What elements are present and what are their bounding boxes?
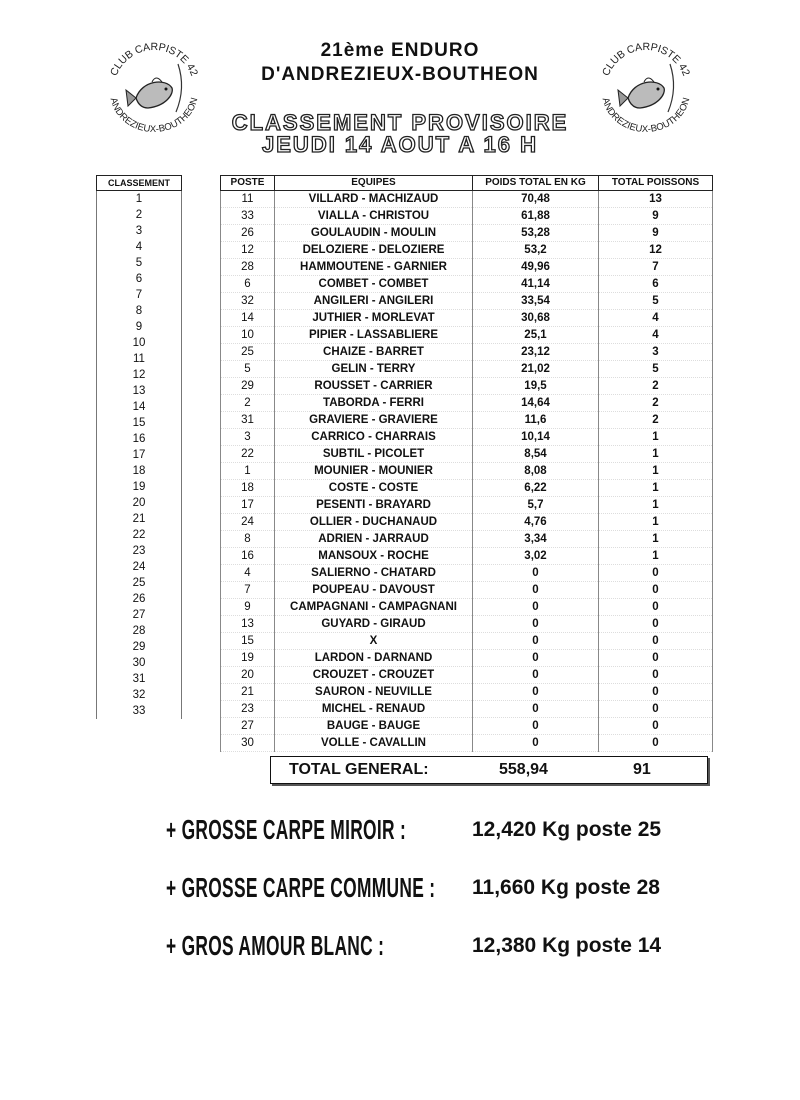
rank-cell: 25 — [132, 577, 146, 589]
rank-cell: 18 — [132, 465, 146, 477]
rank-header: CLASSEMENT — [96, 175, 182, 191]
equipe-cell: VIALLA - CHRISTOU — [275, 208, 473, 225]
poste-cell: 13 — [221, 616, 275, 633]
ranking-subtitle: CLASSEMENT PROVISOIRE — [231, 110, 569, 135]
rank-cell: 7 — [135, 289, 143, 301]
poids-cell: 0 — [473, 616, 599, 633]
equipe-cell: SUBTIL - PICOLET — [275, 446, 473, 463]
rank-cell: 32 — [132, 689, 146, 701]
equipe-cell: ROUSSET - CARRIER — [275, 378, 473, 395]
poids-cell: 3,34 — [473, 531, 599, 548]
award-label-commune: + GROSSE CARPE COMMUNE : — [166, 872, 436, 903]
equipe-cell: ADRIEN - JARRAUD — [275, 531, 473, 548]
table-row — [221, 735, 713, 752]
rank-cell: 15 — [132, 417, 146, 429]
equipe-cell: POUPEAU - DAVOUST — [275, 582, 473, 599]
svg-text:ANDREZIEUX-BOUTHEON: ANDREZIEUX-BOUTHEON — [107, 96, 201, 136]
poste-cell: 19 — [221, 650, 275, 667]
rank-cell: 28 — [132, 625, 146, 637]
rank-cell: 26 — [132, 593, 146, 605]
header-poste: POSTE — [221, 176, 275, 191]
table-row — [221, 667, 713, 684]
poste-cell: 24 — [221, 514, 275, 531]
header-poissons: TOTAL POISSONS — [599, 176, 713, 191]
table-row — [221, 344, 713, 361]
rank-cell: 22 — [132, 529, 146, 541]
poste-cell: 1 — [221, 463, 275, 480]
poissons-cell: 0 — [599, 616, 713, 633]
poste-cell: 16 — [221, 548, 275, 565]
equipe-cell: MANSOUX - ROCHE — [275, 548, 473, 565]
equipe-cell: CHAIZE - BARRET — [275, 344, 473, 361]
table-row — [221, 446, 713, 463]
poids-cell: 6,22 — [473, 480, 599, 497]
poids-cell: 0 — [473, 684, 599, 701]
table-row — [221, 378, 713, 395]
equipe-cell: DELOZIERE - DELOZIERE — [275, 242, 473, 259]
poissons-cell: 3 — [599, 344, 713, 361]
poissons-cell: 1 — [599, 514, 713, 531]
poids-cell: 53,2 — [473, 242, 599, 259]
rank-cell: 27 — [132, 609, 146, 621]
rank-cell: 3 — [135, 225, 143, 237]
equipe-cell: SALIERNO - CHATARD — [275, 565, 473, 582]
table-row — [221, 191, 713, 208]
equipe-cell: ANGILERI - ANGILERI — [275, 293, 473, 310]
poissons-cell: 0 — [599, 667, 713, 684]
poste-cell: 4 — [221, 565, 275, 582]
poissons-cell: 1 — [599, 463, 713, 480]
event-location: D'ANDREZIEUX-BOUTHEON — [261, 64, 539, 85]
table-row — [221, 225, 713, 242]
equipe-cell: COSTE - COSTE — [275, 480, 473, 497]
event-title: 21ème ENDURO — [320, 40, 480, 61]
poissons-cell: 2 — [599, 412, 713, 429]
equipe-cell: VOLLE - CAVALLIN — [275, 735, 473, 752]
table-row — [221, 565, 713, 582]
header-poids: POIDS TOTAL EN KG — [473, 176, 599, 191]
table-row — [221, 327, 713, 344]
poste-cell: 26 — [221, 225, 275, 242]
poids-cell: 11,6 — [473, 412, 599, 429]
poissons-cell: 9 — [599, 208, 713, 225]
table-row — [221, 276, 713, 293]
table-row — [221, 616, 713, 633]
rank-cell: 16 — [132, 433, 146, 445]
poste-cell: 30 — [221, 735, 275, 752]
award-label-miroir: + GROSSE CARPE MIROIR : — [166, 814, 407, 845]
poissons-cell: 2 — [599, 395, 713, 412]
rank-cell: 29 — [132, 641, 146, 653]
poids-cell: 0 — [473, 565, 599, 582]
table-row — [221, 361, 713, 378]
rank-cell: 10 — [132, 337, 146, 349]
rank-cell: 20 — [132, 497, 146, 509]
table-row — [221, 497, 713, 514]
poste-cell: 21 — [221, 684, 275, 701]
equipe-cell: CARRICO - CHARRAIS — [275, 429, 473, 446]
poids-cell: 33,54 — [473, 293, 599, 310]
poids-cell: 0 — [473, 650, 599, 667]
equipe-cell: GRAVIERE - GRAVIERE — [275, 412, 473, 429]
table-row — [221, 582, 713, 599]
poissons-cell: 5 — [599, 293, 713, 310]
rank-cell: 33 — [132, 705, 146, 717]
total-label: TOTAL GENERAL: — [289, 761, 429, 778]
poissons-cell: 0 — [599, 582, 713, 599]
poste-cell: 20 — [221, 667, 275, 684]
rank-cell: 31 — [132, 673, 146, 685]
rank-cell: 1 — [135, 193, 143, 205]
poissons-cell: 1 — [599, 429, 713, 446]
poissons-cell: 6 — [599, 276, 713, 293]
table-row — [221, 633, 713, 650]
table-row — [221, 684, 713, 701]
poissons-cell: 0 — [599, 599, 713, 616]
rank-cell: 4 — [135, 241, 143, 253]
poids-cell: 53,28 — [473, 225, 599, 242]
equipe-cell: SAURON - NEUVILLE — [275, 684, 473, 701]
poissons-cell: 7 — [599, 259, 713, 276]
poste-cell: 25 — [221, 344, 275, 361]
poids-cell: 21,02 — [473, 361, 599, 378]
table-row — [221, 293, 713, 310]
rank-cell: 11 — [133, 353, 145, 365]
poids-cell: 5,7 — [473, 497, 599, 514]
equipe-cell: GUYARD - GIRAUD — [275, 616, 473, 633]
poissons-cell: 1 — [599, 531, 713, 548]
award-value-amour: 12,380 Kg poste 14 — [472, 934, 662, 957]
svg-text:CLUB CARPISTE 42: CLUB CARPISTE 42 — [107, 40, 201, 78]
equipe-cell: PESENTI - BRAYARD — [275, 497, 473, 514]
table-row — [221, 395, 713, 412]
poissons-cell: 0 — [599, 718, 713, 735]
poissons-cell: 12 — [599, 242, 713, 259]
equipe-cell: BAUGE - BAUGE — [275, 718, 473, 735]
table-row — [221, 259, 713, 276]
poids-cell: 0 — [473, 701, 599, 718]
poids-cell: 0 — [473, 735, 599, 752]
rank-cell: 19 — [132, 481, 146, 493]
poste-cell: 12 — [221, 242, 275, 259]
rank-cell: 2 — [135, 209, 143, 221]
rank-cell: 8 — [135, 305, 143, 317]
poids-cell: 10,14 — [473, 429, 599, 446]
poste-cell: 15 — [221, 633, 275, 650]
poste-cell: 23 — [221, 701, 275, 718]
poids-cell: 14,64 — [473, 395, 599, 412]
results-table — [220, 175, 713, 752]
total-fish: 91 — [633, 761, 651, 778]
poste-cell: 27 — [221, 718, 275, 735]
poste-cell: 10 — [221, 327, 275, 344]
rank-cell: 12 — [132, 369, 146, 381]
poids-cell: 49,96 — [473, 259, 599, 276]
equipe-cell: LARDON - DARNAND — [275, 650, 473, 667]
rank-cell: 5 — [135, 257, 143, 269]
poissons-cell: 13 — [599, 191, 713, 208]
poissons-cell: 0 — [599, 701, 713, 718]
rank-cell: 24 — [132, 561, 146, 573]
table-header-row — [221, 176, 713, 191]
poids-cell: 0 — [473, 667, 599, 684]
poste-cell: 18 — [221, 480, 275, 497]
table-row — [221, 480, 713, 497]
poste-cell: 32 — [221, 293, 275, 310]
poids-cell: 41,14 — [473, 276, 599, 293]
poste-cell: 11 — [221, 191, 275, 208]
poissons-cell: 0 — [599, 684, 713, 701]
table-row — [221, 531, 713, 548]
equipe-cell: MICHEL - RENAUD — [275, 701, 473, 718]
poissons-cell: 1 — [599, 548, 713, 565]
table-row — [221, 208, 713, 225]
poids-cell: 19,5 — [473, 378, 599, 395]
table-row — [221, 514, 713, 531]
poids-cell: 30,68 — [473, 310, 599, 327]
equipe-cell: CROUZET - CROUZET — [275, 667, 473, 684]
total-general-box — [270, 756, 708, 784]
table-row — [221, 599, 713, 616]
poissons-cell: 9 — [599, 225, 713, 242]
poids-cell: 70,48 — [473, 191, 599, 208]
poissons-cell: 2 — [599, 378, 713, 395]
equipe-cell: TABORDA - FERRI — [275, 395, 473, 412]
poids-cell: 0 — [473, 718, 599, 735]
award-label-amour: + GROS AMOUR BLANC : — [166, 930, 385, 961]
poste-cell: 33 — [221, 208, 275, 225]
poissons-cell: 1 — [599, 480, 713, 497]
total-weight: 558,94 — [499, 761, 548, 778]
equipe-cell: GOULAUDIN - MOULIN — [275, 225, 473, 242]
poste-cell: 5 — [221, 361, 275, 378]
rank-cell: 13 — [132, 385, 146, 397]
poste-cell: 29 — [221, 378, 275, 395]
equipe-cell: PIPIER - LASSABLIERE — [275, 327, 473, 344]
poste-cell: 9 — [221, 599, 275, 616]
table-row — [221, 310, 713, 327]
poissons-cell: 5 — [599, 361, 713, 378]
poste-cell: 28 — [221, 259, 275, 276]
poissons-cell: 0 — [599, 735, 713, 752]
rank-cell: 9 — [135, 321, 143, 333]
equipe-cell: HAMMOUTENE - GARNIER — [275, 259, 473, 276]
award-value-miroir: 12,420 Kg poste 25 — [472, 818, 662, 841]
poste-cell: 7 — [221, 582, 275, 599]
rank-list — [96, 191, 182, 719]
svg-text:CLUB CARPISTE 42: CLUB CARPISTE 42 — [599, 40, 693, 78]
poste-cell: 17 — [221, 497, 275, 514]
poissons-cell: 1 — [599, 446, 713, 463]
poste-cell: 8 — [221, 531, 275, 548]
poissons-cell: 4 — [599, 310, 713, 327]
equipe-cell: COMBET - COMBET — [275, 276, 473, 293]
table-row — [221, 429, 713, 446]
poissons-cell: 4 — [599, 327, 713, 344]
equipe-cell: GELIN - TERRY — [275, 361, 473, 378]
equipe-cell: OLLIER - DUCHANAUD — [275, 514, 473, 531]
rank-cell: 30 — [132, 657, 146, 669]
poissons-cell: 0 — [599, 565, 713, 582]
rank-cell: 21 — [132, 513, 146, 525]
equipe-cell: MOUNIER - MOUNIER — [275, 463, 473, 480]
poids-cell: 8,08 — [473, 463, 599, 480]
poids-cell: 61,88 — [473, 208, 599, 225]
poste-cell: 22 — [221, 446, 275, 463]
poids-cell: 25,1 — [473, 327, 599, 344]
poste-cell: 14 — [221, 310, 275, 327]
ranking-date: JEUDI 14 AOUT A 16 H — [262, 132, 538, 157]
equipe-cell: CAMPAGNANI - CAMPAGNANI — [275, 599, 473, 616]
poids-cell: 0 — [473, 599, 599, 616]
poids-cell: 4,76 — [473, 514, 599, 531]
equipe-cell: VILLARD - MACHIZAUD — [275, 191, 473, 208]
rank-cell: 17 — [132, 449, 146, 461]
table-row — [221, 242, 713, 259]
table-row — [221, 548, 713, 565]
table-row — [221, 650, 713, 667]
poste-cell: 31 — [221, 412, 275, 429]
poissons-cell: 0 — [599, 650, 713, 667]
header-equipes: EQUIPES — [275, 176, 473, 191]
poste-cell: 3 — [221, 429, 275, 446]
equipe-cell: X — [275, 633, 473, 650]
rank-cell: 14 — [132, 401, 146, 413]
table-row — [221, 412, 713, 429]
poste-cell: 6 — [221, 276, 275, 293]
poste-cell: 2 — [221, 395, 275, 412]
svg-text:ANDREZIEUX-BOUTHEON: ANDREZIEUX-BOUTHEON — [599, 96, 693, 136]
poids-cell: 8,54 — [473, 446, 599, 463]
poids-cell: 3,02 — [473, 548, 599, 565]
equipe-cell: JUTHIER - MORLEVAT — [275, 310, 473, 327]
rank-cell: 23 — [132, 545, 146, 557]
award-value-commune: 11,660 Kg poste 28 — [472, 876, 660, 899]
poissons-cell: 1 — [599, 497, 713, 514]
rank-cell: 6 — [135, 273, 143, 285]
table-row — [221, 718, 713, 735]
table-row — [221, 701, 713, 718]
poissons-cell: 0 — [599, 633, 713, 650]
poids-cell: 0 — [473, 633, 599, 650]
table-row — [221, 463, 713, 480]
poids-cell: 23,12 — [473, 344, 599, 361]
rank-column — [96, 175, 182, 719]
poids-cell: 0 — [473, 582, 599, 599]
